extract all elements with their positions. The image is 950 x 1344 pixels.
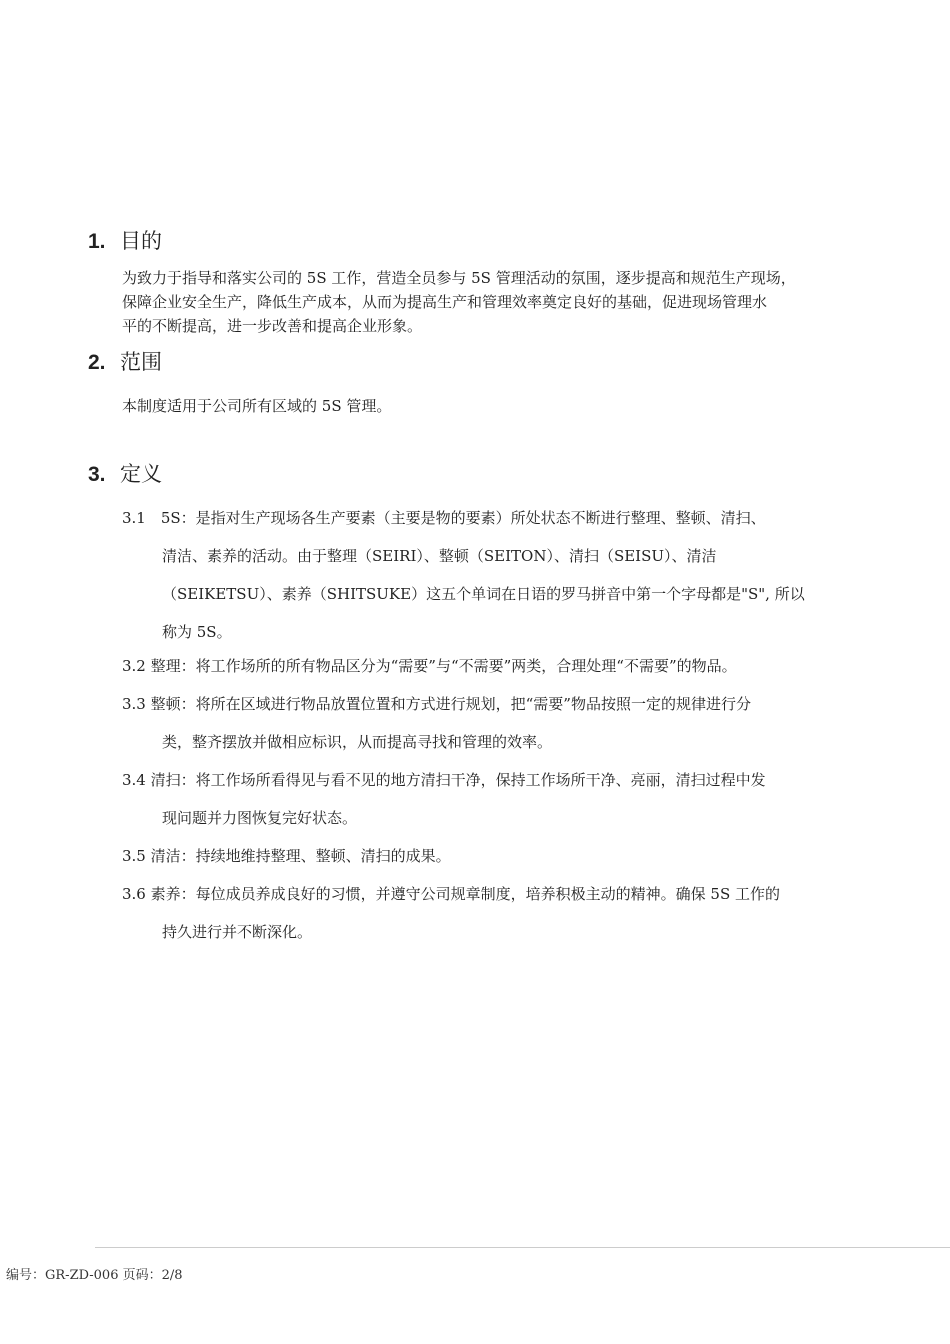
section-number: 3. <box>88 463 106 486</box>
definition-line: 3.4 清扫：将工作场所看得见与看不见的地方清扫干净，保持工作场所干净、亮丽，清扫过程中发 <box>122 771 766 789</box>
paragraph-line: 保障企业安全生产，降低生产成本，从而为提高生产和管理效率奠定良好的基础，促进现场管理水 <box>122 293 768 311</box>
definition-line: 现问题并力图恢复完好状态。 <box>162 809 358 827</box>
definition-line: 持久进行并不断深化。 <box>162 923 313 941</box>
section-heading-definitions <box>88 461 162 488</box>
definition-item-3-1 <box>122 499 862 651</box>
section-title: 目的 <box>120 229 162 253</box>
definition-item-3-2 <box>122 647 862 685</box>
definition-line: 称为 5S。 <box>162 623 232 641</box>
section-number: 2. <box>88 351 106 374</box>
definition-line: （SEIKETSU）、素养（SHITSUKE）这五个单词在日语的罗马拼音中第一个字母都是"S", 所以 <box>162 585 805 603</box>
scope-paragraph <box>122 394 862 418</box>
paragraph-line: 为致力于指导和落实公司的 5S 工作，营造全员参与 5S 管理活动的氛围，逐步提高和规范生产现场， <box>122 269 796 287</box>
paragraph-line: 本制度适用于公司所有区域的 5S 管理。 <box>122 397 392 415</box>
purpose-paragraph <box>122 266 862 338</box>
definition-line: 3.5 清洁：持续地维持整理、整顿、清扫的成果。 <box>122 847 451 865</box>
paragraph-line: 平的不断提高，进一步改善和提高企业形象。 <box>122 317 423 335</box>
section-heading-scope <box>88 349 162 376</box>
definition-line: 3.1 5S：是指对生产现场各生产要素（主要是物的要素）所处状态不断进行整理、整顿、清扫、 <box>122 509 766 527</box>
section-number: 1. <box>88 230 106 253</box>
section-heading-purpose <box>88 228 162 255</box>
definition-line: 3.3 整顿：将所在区域进行物品放置位置和方式进行规划，把“需要”物品按照一定的规律进行分 <box>122 695 751 713</box>
definition-item-3-6 <box>122 875 862 951</box>
definition-item-3-5 <box>122 837 862 875</box>
footer-divider <box>95 1247 950 1248</box>
definition-item-3-4 <box>122 761 862 837</box>
section-title: 定义 <box>120 462 162 486</box>
definition-line: 3.6 素养：每位成员养成良好的习惯，并遵守公司规章制度，培养积极主动的精神。确保 5S 工作的 <box>122 885 780 903</box>
definition-line: 类，整齐摆放并做相应标识，从而提高寻找和管理的效率。 <box>162 733 553 751</box>
definition-line: 清洁、素养的活动。由于整理（SEIRI）、整顿（SEITON）、清扫（SEISU）、清洁 <box>162 547 717 565</box>
section-title: 范围 <box>120 350 162 374</box>
definition-line: 3.2 整理：将工作场所的所有物品区分为“需要”与“不需要”两类，合理处理“不需要”的物品。 <box>122 657 737 675</box>
page-footer: 编号：GR-ZD-006 页码：2/8 <box>6 1268 183 1283</box>
definition-item-3-3 <box>122 685 862 761</box>
